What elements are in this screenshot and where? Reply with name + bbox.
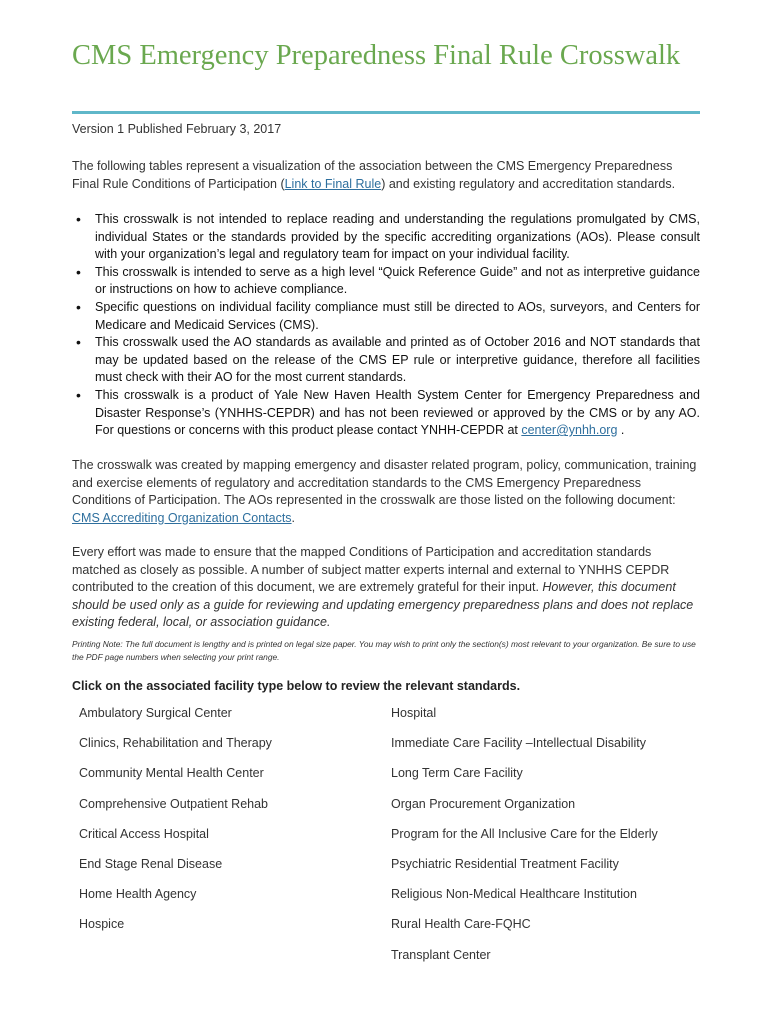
facility-end-stage-renal-disease[interactable]: End Stage Renal Disease <box>79 856 223 871</box>
printing-note: Printing Note: The full document is lengthy and is printed on legal size paper. You may wish to print only the section(s) most relevant to your organization. Be sure to use the PDF page numbers when selecting your print range. <box>72 639 696 662</box>
mapping-text: The crosswalk was created by mapping emergency and disaster related program, policy, communication, training and exercise elements of regulatory and accreditation standards to the CMS Emergency Preparedness Conditions of Participation. The AOs represented in the crosswalk are those listed on the following document: <box>72 458 697 508</box>
facility-rural-health-fqhc[interactable]: Rural Health Care-FQHC <box>391 917 531 932</box>
facility-long-term-care[interactable]: Long Term Care Facility <box>391 766 523 781</box>
disclaimer-list <box>72 211 700 440</box>
mapping-paragraph <box>72 457 700 527</box>
facility-community-mental-health[interactable]: Community Mental Health Center <box>79 766 264 781</box>
facility-home-health-agency[interactable]: Home Health Agency <box>79 887 197 902</box>
effort-italic-text: However, this document should be used only as a guide for reviewing and updating emergency preparedness plans and does not replace existing federal, local, or association guidance. <box>72 580 694 630</box>
facility-comprehensive-outpatient-rehab[interactable]: Comprehensive Outpatient Rehab <box>79 796 269 811</box>
title-divider <box>72 111 700 114</box>
disclaimer-item: • This crosswalk used the AO standards as available and printed as of October 2016 and NOT standards that may be updated based on the release of the CMS EP rule or interpretive guidance, therefore all facilities must check with their AO for the most current standards. <box>72 334 700 387</box>
effort-text: Every effort was made to ensure that the mapped Conditions of Participation and accreditation standards matched as closely as possible. A number of subject matter experts internal and external to YNHHS CEPDR contributed to the creation of this document, we are extremely grateful for their input. <box>72 545 670 595</box>
facility-religious-non-medical[interactable]: Religious Non-Medical Healthcare Institution <box>391 887 637 902</box>
disclaimer-item-contact <box>72 387 700 440</box>
final-rule-link[interactable]: Link to Final Rule <box>284 177 382 191</box>
facility-icf-intellectual-disability[interactable]: Immediate Care Facility –Intellectual Disability <box>391 736 646 751</box>
facility-hospice[interactable]: Hospice <box>79 917 125 932</box>
disclaimer-item: • Specific questions on individual facility compliance must still be directed to AOs, surveyors, and Centers for Medicare and Medicaid Services (CMS). <box>72 299 700 334</box>
intro-paragraph <box>72 157 700 193</box>
contact-text: This crosswalk is a product of Yale New Haven Health System Center for Emergency Preparedness and Disaster Response’s (YNHHS-CEPDR) and has not been reviewed or approved by the CMS or by any AO. For questions or concerns with this product please contact YNHH-CEPDR at <box>95 387 700 438</box>
facility-pace[interactable]: Program for the All Inclusive Care for the Elderly <box>391 826 658 841</box>
facility-column-left <box>79 704 272 946</box>
facility-transplant-center[interactable]: Transplant Center <box>391 947 491 962</box>
facility-ambulatory-surgical-center[interactable]: Ambulatory Surgical Center <box>79 706 232 720</box>
page-title: CMS Emergency Preparedness Final Rule Crosswalk <box>72 40 681 71</box>
ao-contacts-link[interactable]: CMS Accrediting Organization Contacts <box>72 510 292 525</box>
disclaimer-item: • This crosswalk is intended to serve as a high level “Quick Reference Guide” and not as interpretive guidance or instructions on how to achieve compliance. <box>72 264 700 299</box>
intro-text-after: ) and existing regulatory and accreditation standards. <box>381 177 676 191</box>
version-text: Version 1 Published February 3, 2017 <box>72 122 282 136</box>
effort-paragraph <box>72 544 700 632</box>
contact-text-after: . <box>617 423 625 438</box>
contact-email-link[interactable]: center@ynhh.org <box>521 423 618 438</box>
facility-hospital[interactable]: Hospital <box>391 706 437 720</box>
disclaimer-item: • This crosswalk is not intended to replace reading and understanding the regulations promulgated by CMS, individual States or the standards provided by the specific accrediting organizations (AOs). Please consult with your organization’s legal and regulatory team for impact on your individual facility. <box>72 211 700 264</box>
facility-critical-access-hospital[interactable]: Critical Access Hospital <box>79 826 209 841</box>
intro-text-before: The following tables represent a visualization of the association between the CMS Emergency Preparedness Final Rule Conditions of Participation ( <box>72 159 673 191</box>
mapping-text-after: . <box>291 510 296 525</box>
facility-clinics-rehab-therapy[interactable]: Clinics, Rehabilitation and Therapy <box>79 736 272 751</box>
facility-organ-procurement[interactable]: Organ Procurement Organization <box>391 796 576 811</box>
facility-column-right <box>391 704 658 976</box>
facility-psychiatric-residential[interactable]: Psychiatric Residential Treatment Facility <box>391 856 619 871</box>
facility-heading: Click on the associated facility type below to review the relevant standards. <box>72 679 521 693</box>
